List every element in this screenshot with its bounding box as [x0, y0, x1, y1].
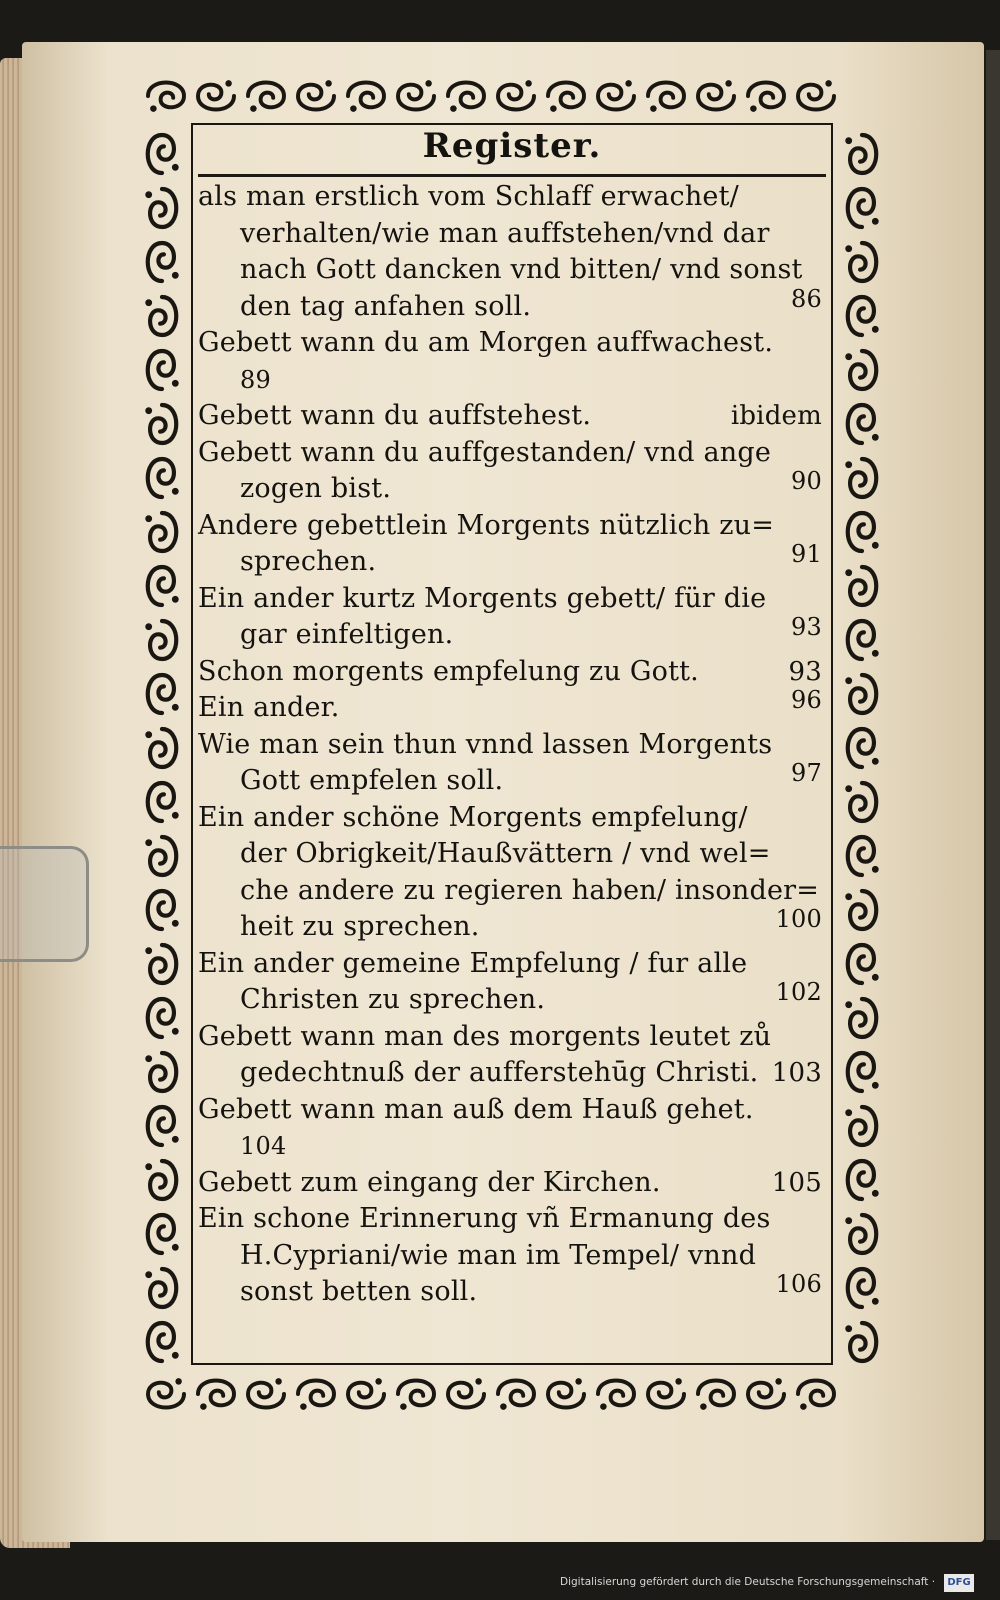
- entry-text: sonst betten soll.: [240, 1276, 478, 1307]
- frame-ornament: [498, 80, 534, 109]
- entry-line: [198, 284, 826, 326]
- frame-ornament: [698, 1381, 734, 1410]
- entry-text: Ein ander gemeine Empfelung / fur alle: [198, 947, 748, 979]
- frame-ornament: [845, 459, 876, 497]
- frame-ornament: [845, 783, 876, 821]
- entry-line: [198, 1238, 826, 1275]
- entry-text: als man erstlich vom Schlaff erwachet/: [198, 181, 739, 212]
- register-entry: [198, 325, 826, 398]
- register-entry: [198, 1019, 826, 1092]
- frame-ornament: [148, 351, 179, 389]
- entry-text: Ein ander schöne Morgents empfelung/: [198, 801, 748, 833]
- frame-ornament: [848, 945, 879, 983]
- frame-ornament: [145, 405, 176, 443]
- frame-ornament: [148, 999, 179, 1037]
- entry-text: gedechtnuß der aufferstehūg Christi.: [240, 1057, 759, 1088]
- frame-ornament: [348, 83, 384, 112]
- frame-ornament: [845, 891, 876, 929]
- entry-text: Christen zu sprechen.: [240, 984, 546, 1015]
- frame-ornament: [548, 1378, 584, 1407]
- entry-line: [198, 1019, 826, 1056]
- frame-ornament: [848, 405, 879, 443]
- frame-ornament: [845, 243, 876, 281]
- register-entry: [198, 508, 826, 581]
- entry-text: heit zu sprechen.: [240, 911, 480, 942]
- digitization-credit: Digitalisierung gefördert durch die Deutsche Forschungsgemeinschaft ·: [560, 1576, 936, 1588]
- entry-text: Andere gebettlein Morgents nützlich zu=: [198, 509, 775, 541]
- frame-ornament: [598, 1381, 634, 1410]
- entry-line: [198, 836, 826, 873]
- entry-text: Wie man sein thun vnnd lassen Morgents: [198, 728, 773, 760]
- entry-text: Gebett wann man auß dem Hauß gehet.: [198, 1093, 754, 1125]
- entry-text: gar einfeltigen.: [240, 619, 454, 650]
- register-entry: [198, 686, 826, 727]
- register-entry: [198, 727, 826, 800]
- register-entry: [198, 179, 826, 325]
- frame-ornament: [845, 999, 876, 1037]
- frame-ornament: [145, 1053, 176, 1091]
- entry-line: [198, 654, 826, 691]
- entry-line: [198, 1092, 826, 1129]
- register-entry: [198, 946, 826, 1019]
- entry-text: Ein ander.: [198, 692, 340, 723]
- entry-text: Ein schone Erinnerung vñ Ermanung des: [198, 1203, 771, 1234]
- page-reference: 86: [791, 284, 822, 313]
- page-reference: 104: [240, 1132, 287, 1160]
- page-reference: ibidem: [730, 401, 822, 431]
- page-reference: 106: [775, 1270, 822, 1298]
- frame-ornament: [145, 1161, 176, 1199]
- facing-page-edge: [986, 50, 1000, 1540]
- frame-ornament: [398, 1381, 434, 1410]
- frame-ornament: [148, 83, 184, 112]
- register-entry: [198, 1201, 826, 1311]
- entry-text: Gebett wann du auffstehest.: [198, 400, 592, 431]
- entry-line: [198, 216, 826, 253]
- frame-ornament: [148, 567, 179, 605]
- entry-line: [198, 540, 826, 581]
- page-reference: 93: [791, 613, 822, 641]
- register-entry: [198, 435, 826, 508]
- page-reference: 102: [775, 978, 822, 1006]
- entry-line: [198, 1201, 826, 1238]
- entry-line: [198, 905, 826, 946]
- frame-ornament: [448, 1378, 484, 1407]
- frame-ornament: [548, 83, 584, 112]
- entry-line: [198, 686, 826, 727]
- frame-ornament: [145, 837, 176, 875]
- entry-line: [198, 800, 826, 837]
- frame-ornament: [848, 729, 879, 767]
- entry-text: Ein ander kurtz Morgents gebett/ für die: [198, 582, 767, 614]
- page-reference: 103: [771, 1058, 822, 1088]
- entry-line: [198, 398, 826, 435]
- entry-text: Schon morgents empfelung zu Gott.: [198, 655, 699, 687]
- frame-ornament: [148, 1107, 179, 1145]
- frame-ornament: [848, 513, 879, 551]
- register-entry: [198, 398, 826, 435]
- entry-line: [198, 978, 826, 1019]
- entry-text: nach Gott dancken vnd bitten/ vnd sonst: [240, 254, 803, 285]
- frame-ornament: [845, 567, 876, 605]
- register-entries: [198, 179, 826, 1311]
- frame-ornament: [298, 80, 334, 109]
- entry-text: che andere zu regieren haben/ insonder=: [240, 874, 820, 906]
- entry-line: [198, 759, 826, 800]
- frame-ornament: [848, 189, 879, 227]
- frame-ornament: [148, 243, 179, 281]
- entry-line: [198, 727, 826, 764]
- frame-ornament: [648, 1378, 684, 1407]
- register-entry: [198, 654, 826, 691]
- entry-text: zogen bist.: [240, 473, 392, 504]
- page-reference: 97: [791, 759, 822, 787]
- frame-ornament: [148, 1323, 179, 1361]
- frame-ornament: [348, 1378, 384, 1407]
- entry-text: der Obrigkeit/Haußvättern / vnd wel=: [240, 838, 771, 869]
- frame-ornament: [248, 83, 284, 112]
- frame-ornament: [845, 135, 876, 173]
- register-entry: [198, 581, 826, 654]
- entry-line: [198, 1055, 826, 1092]
- frame-ornament: [148, 459, 179, 497]
- frame-ornament: [648, 83, 684, 112]
- entry-text: verhalten/wie man auffstehen/vnd dar: [240, 217, 770, 249]
- frame-ornament: [145, 945, 176, 983]
- entry-text: H.Cypriani/wie man im Tempel/ vnnd: [240, 1239, 757, 1271]
- page-reference: 100: [775, 905, 822, 933]
- frame-ornament: [848, 297, 879, 335]
- frame-ornament: [198, 1381, 234, 1410]
- entry-line: [198, 252, 826, 289]
- page-reference: 89: [240, 365, 271, 394]
- frame-ornament: [145, 729, 176, 767]
- frame-ornament: [845, 1323, 876, 1361]
- frame-ornament: [145, 621, 176, 659]
- frame-ornament: [145, 1269, 176, 1307]
- entry-line: [198, 946, 826, 983]
- entry-line: [198, 1270, 826, 1311]
- entry-text: Gebett zum eingang der Kirchen.: [198, 1166, 661, 1198]
- frame-ornament: [748, 1378, 784, 1407]
- frame-ornament: [498, 1381, 534, 1410]
- register-text-block: [198, 118, 826, 1368]
- frame-ornament: [448, 83, 484, 112]
- frame-ornament: [148, 135, 179, 173]
- frame-ornament: [845, 675, 876, 713]
- frame-ornament: [848, 1161, 879, 1199]
- register-entry: [198, 1092, 826, 1165]
- frame-ornament: [398, 80, 434, 109]
- dfg-logo: DFG: [944, 1574, 974, 1592]
- page-header: Register.: [422, 126, 602, 166]
- frame-ornament: [848, 1053, 879, 1091]
- page-reference: 93: [788, 656, 822, 687]
- entry-line: [198, 325, 826, 362]
- frame-ornament: [148, 783, 179, 821]
- frame-ornament: [145, 189, 176, 227]
- frame-ornament: [798, 1381, 834, 1410]
- entry-line: [198, 873, 826, 910]
- frame-ornament: [845, 1107, 876, 1145]
- frame-ornament: [748, 83, 784, 112]
- page-reference: 91: [791, 540, 822, 568]
- frame-ornament: [145, 297, 176, 335]
- frame-ornament: [198, 80, 234, 109]
- register-entry: [198, 800, 826, 946]
- entry-line: [198, 613, 826, 654]
- frame-ornament: [148, 675, 179, 713]
- register-entry: [198, 1165, 826, 1202]
- frame-ornament: [698, 80, 734, 109]
- entry-line: [198, 581, 826, 618]
- frame-ornament: [145, 513, 176, 551]
- frame-ornament: [848, 837, 879, 875]
- frame-ornament: [598, 80, 634, 109]
- frame-ornament: [845, 1215, 876, 1253]
- book-clasp: [0, 846, 89, 962]
- entry-text: Gott empfelen soll.: [240, 765, 504, 796]
- frame-ornament: [845, 351, 876, 389]
- page-reference: 105: [771, 1167, 822, 1198]
- frame-ornament: [148, 1378, 184, 1407]
- entry-text: den tag anfahen soll.: [240, 290, 532, 322]
- entry-text: Gebett wann man des morgents leutet zů: [198, 1020, 772, 1052]
- entry-text: Gebett wann du auffgestanden/ vnd ange: [198, 436, 772, 468]
- frame-ornament: [848, 621, 879, 659]
- entry-text: sprechen.: [240, 546, 377, 577]
- frame-ornament: [848, 1269, 879, 1307]
- entry-text: Gebett wann du am Morgen auffwachest.: [198, 327, 774, 358]
- page-reference: 90: [791, 467, 822, 495]
- entry-line: [198, 179, 826, 216]
- frame-ornament: [798, 80, 834, 109]
- frame-ornament: [298, 1381, 334, 1410]
- entry-line: [198, 508, 826, 545]
- entry-line: [198, 467, 826, 508]
- header-rule: [198, 174, 826, 177]
- entry-line: [198, 1165, 826, 1202]
- entry-line: [198, 435, 826, 472]
- frame-ornament: [248, 1378, 284, 1407]
- frame-ornament: [148, 1215, 179, 1253]
- page-reference: 96: [791, 686, 822, 714]
- frame-ornament: [148, 891, 179, 929]
